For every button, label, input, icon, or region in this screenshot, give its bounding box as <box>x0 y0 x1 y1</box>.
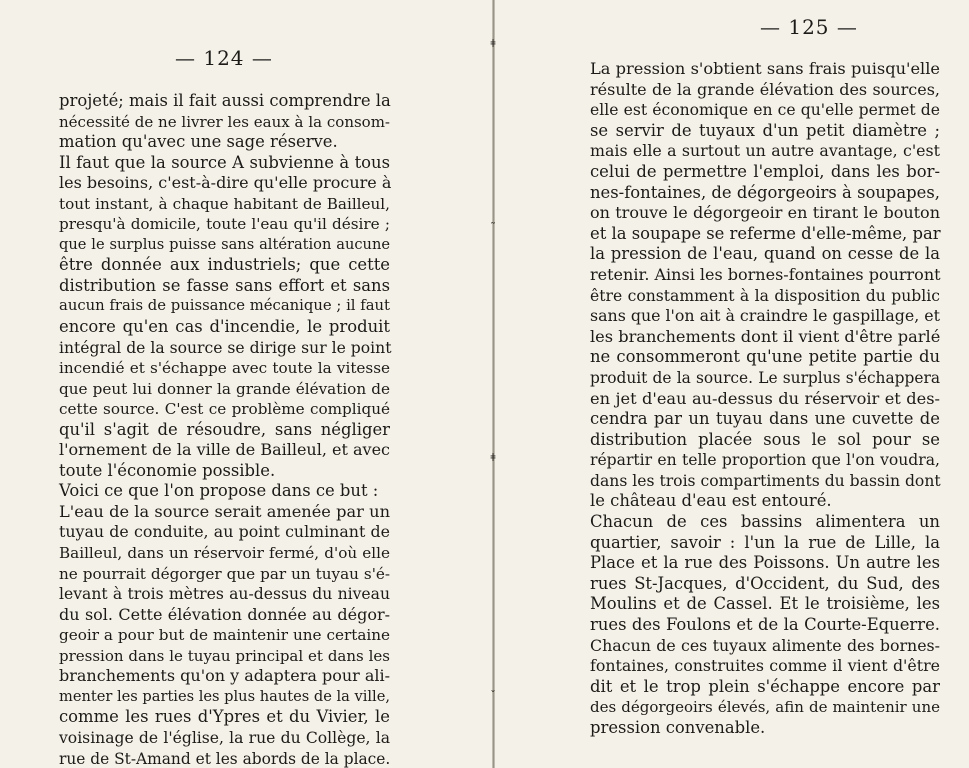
text-line: des dégorgeoirs élevés, afin de maintenir une <box>590 698 940 717</box>
text-line: cette source. C'est ce problème compliqué <box>59 400 390 419</box>
text-line: incendié et s'échappe avec toute la vitesse <box>59 359 390 378</box>
text-line: presqu'à domicile, toute l'eau qu'il désire ; <box>59 215 390 234</box>
text-line: Place et la rue des Poissons. Un autre les <box>590 553 940 573</box>
text-line: ne consommeront qu'une petite partie du <box>590 347 940 367</box>
text-line: les branchements dont il vient d'être parlé <box>590 326 941 346</box>
text-line: comme les rues d'Ypres et du Vivier, le <box>59 707 390 727</box>
page-number: — 125 — <box>760 15 858 39</box>
text-line: du sol. Cette élévation donnée au dégor- <box>59 604 390 624</box>
text-line: rue de St-Amand et les abords de la place. <box>59 749 391 768</box>
text-line: elle est économique en ce qu'elle permet de <box>590 101 940 120</box>
text-line: branchements qu'on y adaptera pour ali- <box>59 666 391 686</box>
text-line: fontaines, construites comme il vient d'être <box>590 656 940 676</box>
text-line: dans les trois compartiments du bassin dont <box>590 471 941 490</box>
text-line: en jet d'eau au-dessus du réservoir et des- <box>590 388 940 408</box>
text-line: répartir en telle proportion que l'on voudra, <box>590 451 940 470</box>
text-line: nes-fontaines, de dégorgeoirs à soupapes, <box>590 182 940 202</box>
text-line: encore qu'en cas d'incendie, le produit <box>59 317 390 337</box>
text-line: sans que l'on ait à craindre le gaspillage, et <box>590 306 940 326</box>
text-line: ne pourrait dégorger que par un tuyau s'é- <box>59 564 390 583</box>
book-gutter <box>492 0 495 768</box>
text-line: retenir. Ainsi les bornes-fontaines pourront <box>590 264 941 284</box>
text-line: rues St-Jacques, d'Occident, du Sud, des <box>590 573 940 593</box>
text-line: être donnée aux industriels; que cette <box>59 255 390 275</box>
text-line: résulte de la grande élévation des sources, <box>590 79 940 99</box>
text-line: pression convenable. <box>590 718 766 737</box>
text-line: levant à trois mètres au-dessus du niveau <box>59 585 390 604</box>
text-line: que peut lui donner la grande élévation de <box>59 379 390 398</box>
text-line: geoir a pour but de maintenir une certaine <box>59 626 390 645</box>
text-line: mais elle a surtout un autre avantage, c'est <box>590 141 940 161</box>
text-line: distribution se fasse sans effort et sans <box>59 275 390 295</box>
gutter-mark: ˇ <box>490 689 496 702</box>
text-line: pression dans le tuyau principal et dans les <box>59 646 390 665</box>
text-line: cendra par un tuyau dans une cuvette de <box>590 409 940 429</box>
text-line: on trouve le dégorgeoir en tirant le bouton <box>590 203 940 223</box>
text-line: se servir de tuyaux d'un petit diamètre ; <box>590 120 940 140</box>
gutter-mark: ˜ <box>490 221 496 234</box>
text-line: la pression de l'eau, quand on cesse de la <box>590 244 940 264</box>
text-line: tuyau de conduite, au point culminant de <box>59 522 390 542</box>
text-line: menter les parties les plus hautes de la ville, <box>59 687 390 705</box>
right-page <box>496 0 969 768</box>
text-line: que le surplus puisse sans altération aucune <box>59 235 390 253</box>
text-line: le château d'eau est entouré. <box>590 491 832 511</box>
text-line: intégral de la source se dirige sur le point <box>59 338 392 357</box>
text-line: Chacun de ces bassins alimentera un <box>590 512 940 532</box>
text-line: nécessité de ne livrer les eaux à la consom- <box>59 112 390 131</box>
text-line: Moulins et de Cassel. Et le troisième, les <box>590 594 940 614</box>
text-line: dit et le trop plein s'échappe encore par <box>590 676 940 696</box>
gutter-mark: ǂ <box>490 37 496 50</box>
text-line: Voici ce que l'on propose dans ce but : <box>59 481 379 501</box>
page-text <box>59 91 390 768</box>
text-line: voisinage de l'église, la rue du Collège, la <box>59 728 390 747</box>
text-line: projeté; mais il fait aussi comprendre la <box>59 91 391 110</box>
gutter-mark: ǂ <box>490 451 496 464</box>
text-line: celui de permettre l'emploi, dans les bor- <box>590 161 940 181</box>
text-line: La pression s'obtient sans frais puisqu'elle <box>590 59 940 78</box>
text-line: tout instant, à chaque habitant de Bailleul, <box>59 194 390 213</box>
text-line: L'eau de la source serait amenée par un <box>59 501 390 521</box>
text-line: et la soupape se referme d'elle-même, par <box>590 223 941 243</box>
page-number: — 124 — <box>175 46 273 70</box>
text-line: les besoins, c'est-à-dire qu'elle procure à <box>59 173 392 193</box>
text-line: aucun frais de puissance mécanique ; il faut <box>59 297 391 315</box>
text-line: être constamment à la disposition du public <box>590 286 940 305</box>
text-line: qu'il s'agit de résoudre, sans négliger <box>59 419 390 439</box>
text-line: quartier, savoir : l'un la rue de Lille, la <box>590 532 940 552</box>
text-line: mation qu'avec une sage réserve. <box>59 132 338 152</box>
text-line: Chacun de ces tuyaux alimente des bornes- <box>590 635 940 655</box>
text-line: Il faut que la source A subvienne à tous <box>59 152 390 172</box>
text-line: toute l'économie possible. <box>59 460 276 480</box>
text-line: Bailleul, dans un réservoir fermé, d'où elle <box>59 544 390 563</box>
text-line: l'ornement de la ville de Bailleul, et avec <box>59 440 391 460</box>
text-line: distribution placée sous le sol pour se <box>590 429 940 449</box>
text-line: rues des Foulons et de la Courte-Equerre. <box>590 615 940 635</box>
page-text <box>590 59 940 739</box>
text-line: produit de la source. Le surplus s'échappera <box>590 368 940 387</box>
